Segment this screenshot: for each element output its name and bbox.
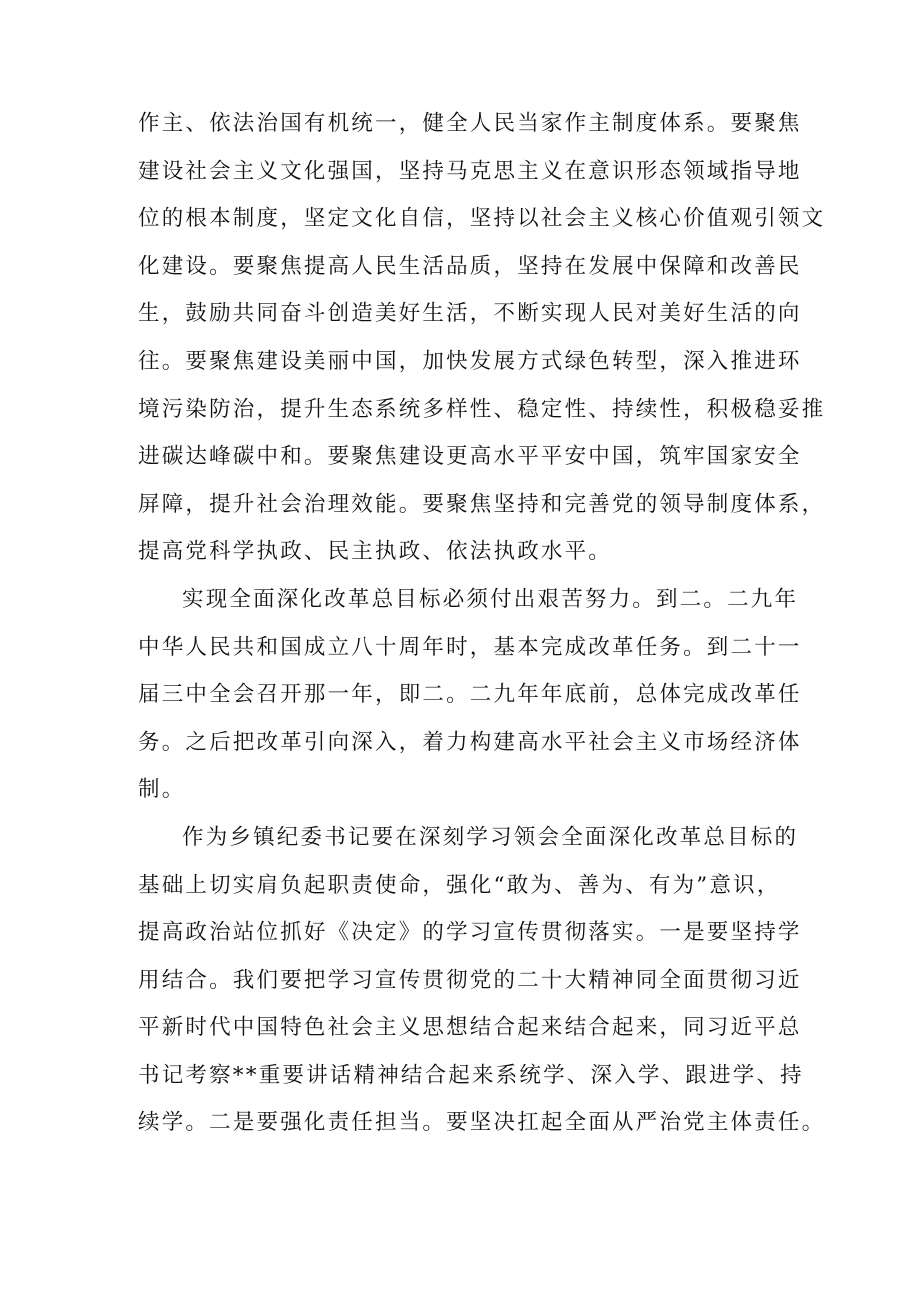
text-line: 生，鼓励共同奋斗创造美好生活，不断实现人民对美好生活的向	[138, 301, 802, 327]
text-line: 书记考察**重要讲话精神结合起来系统学、深入学、跟进学、持	[138, 1062, 804, 1088]
text-line: 建设社会主义文化强国，坚持马克思主义在意识形态领域指导地	[138, 158, 802, 184]
text-line: 化建设。要聚焦提高人民生活品质，坚持在发展中保障和改善民	[138, 253, 802, 279]
text-line: 位的根本制度，坚定文化自信，坚持以社会主义核心价值观引领文	[138, 206, 826, 232]
text-line: 往。要聚焦建设美丽中国，加快发展方式绿色转型，深入推进环	[138, 348, 802, 374]
text-line: 作主、依法治国有机统一，健全人民当家作主制度体系。要聚焦	[138, 111, 802, 136]
text-line: 提高政治站位抓好《决定》的学习宣传贯彻落实。一是要坚持学	[138, 920, 802, 946]
text-line: 用结合。我们要把学习宣传贯彻党的二十大精神同全面贯彻习近	[138, 967, 802, 993]
text-line: 进碳达峰碳中和。要聚焦建设更高水平平安中国，筑牢国家安全	[138, 444, 802, 470]
text-line: 实现全面深化改革总目标必须付出艰苦努力。到二。二九年	[182, 586, 799, 612]
text-line: 制。	[138, 777, 186, 803]
text-line: 屏障，提升社会治理效能。要聚焦坚持和完善党的领导制度体系，	[138, 491, 826, 517]
paragraph-2	[138, 576, 828, 814]
paragraph-1	[138, 100, 828, 576]
text-line: 基础上切实肩负起职责使命，强化“敢为、善为、有为”意识，	[138, 872, 781, 898]
text-line: 续学。二是要强化责任担当。要坚决扛起全面从严治党主体责任。	[138, 1110, 826, 1136]
text-line: 务。之后把改革引向深入，着力构建高水平社会主义市场经济体	[138, 729, 802, 755]
text-line: 中华人民共和国成立八十周年时，基本完成改革任务。到二十一	[138, 634, 802, 660]
text-line: 境污染防治，提升生态系统多样性、稳定性、持续性，积极稳妥推	[138, 396, 826, 422]
paragraph-3	[138, 814, 828, 1147]
text-line: 提高党科学执政、民主执政、依法执政水平。	[138, 539, 613, 565]
text-line: 届三中全会召开那一年，即二。二九年年底前，总体完成改革任	[138, 682, 802, 708]
document-body	[138, 100, 828, 1147]
text-line: 平新时代中国特色社会主义思想结合起来结合起来，同习近平总	[138, 1015, 802, 1041]
text-line: 作为乡镇纪委书记要在深刻学习领会全面深化改革总目标的	[182, 824, 799, 850]
